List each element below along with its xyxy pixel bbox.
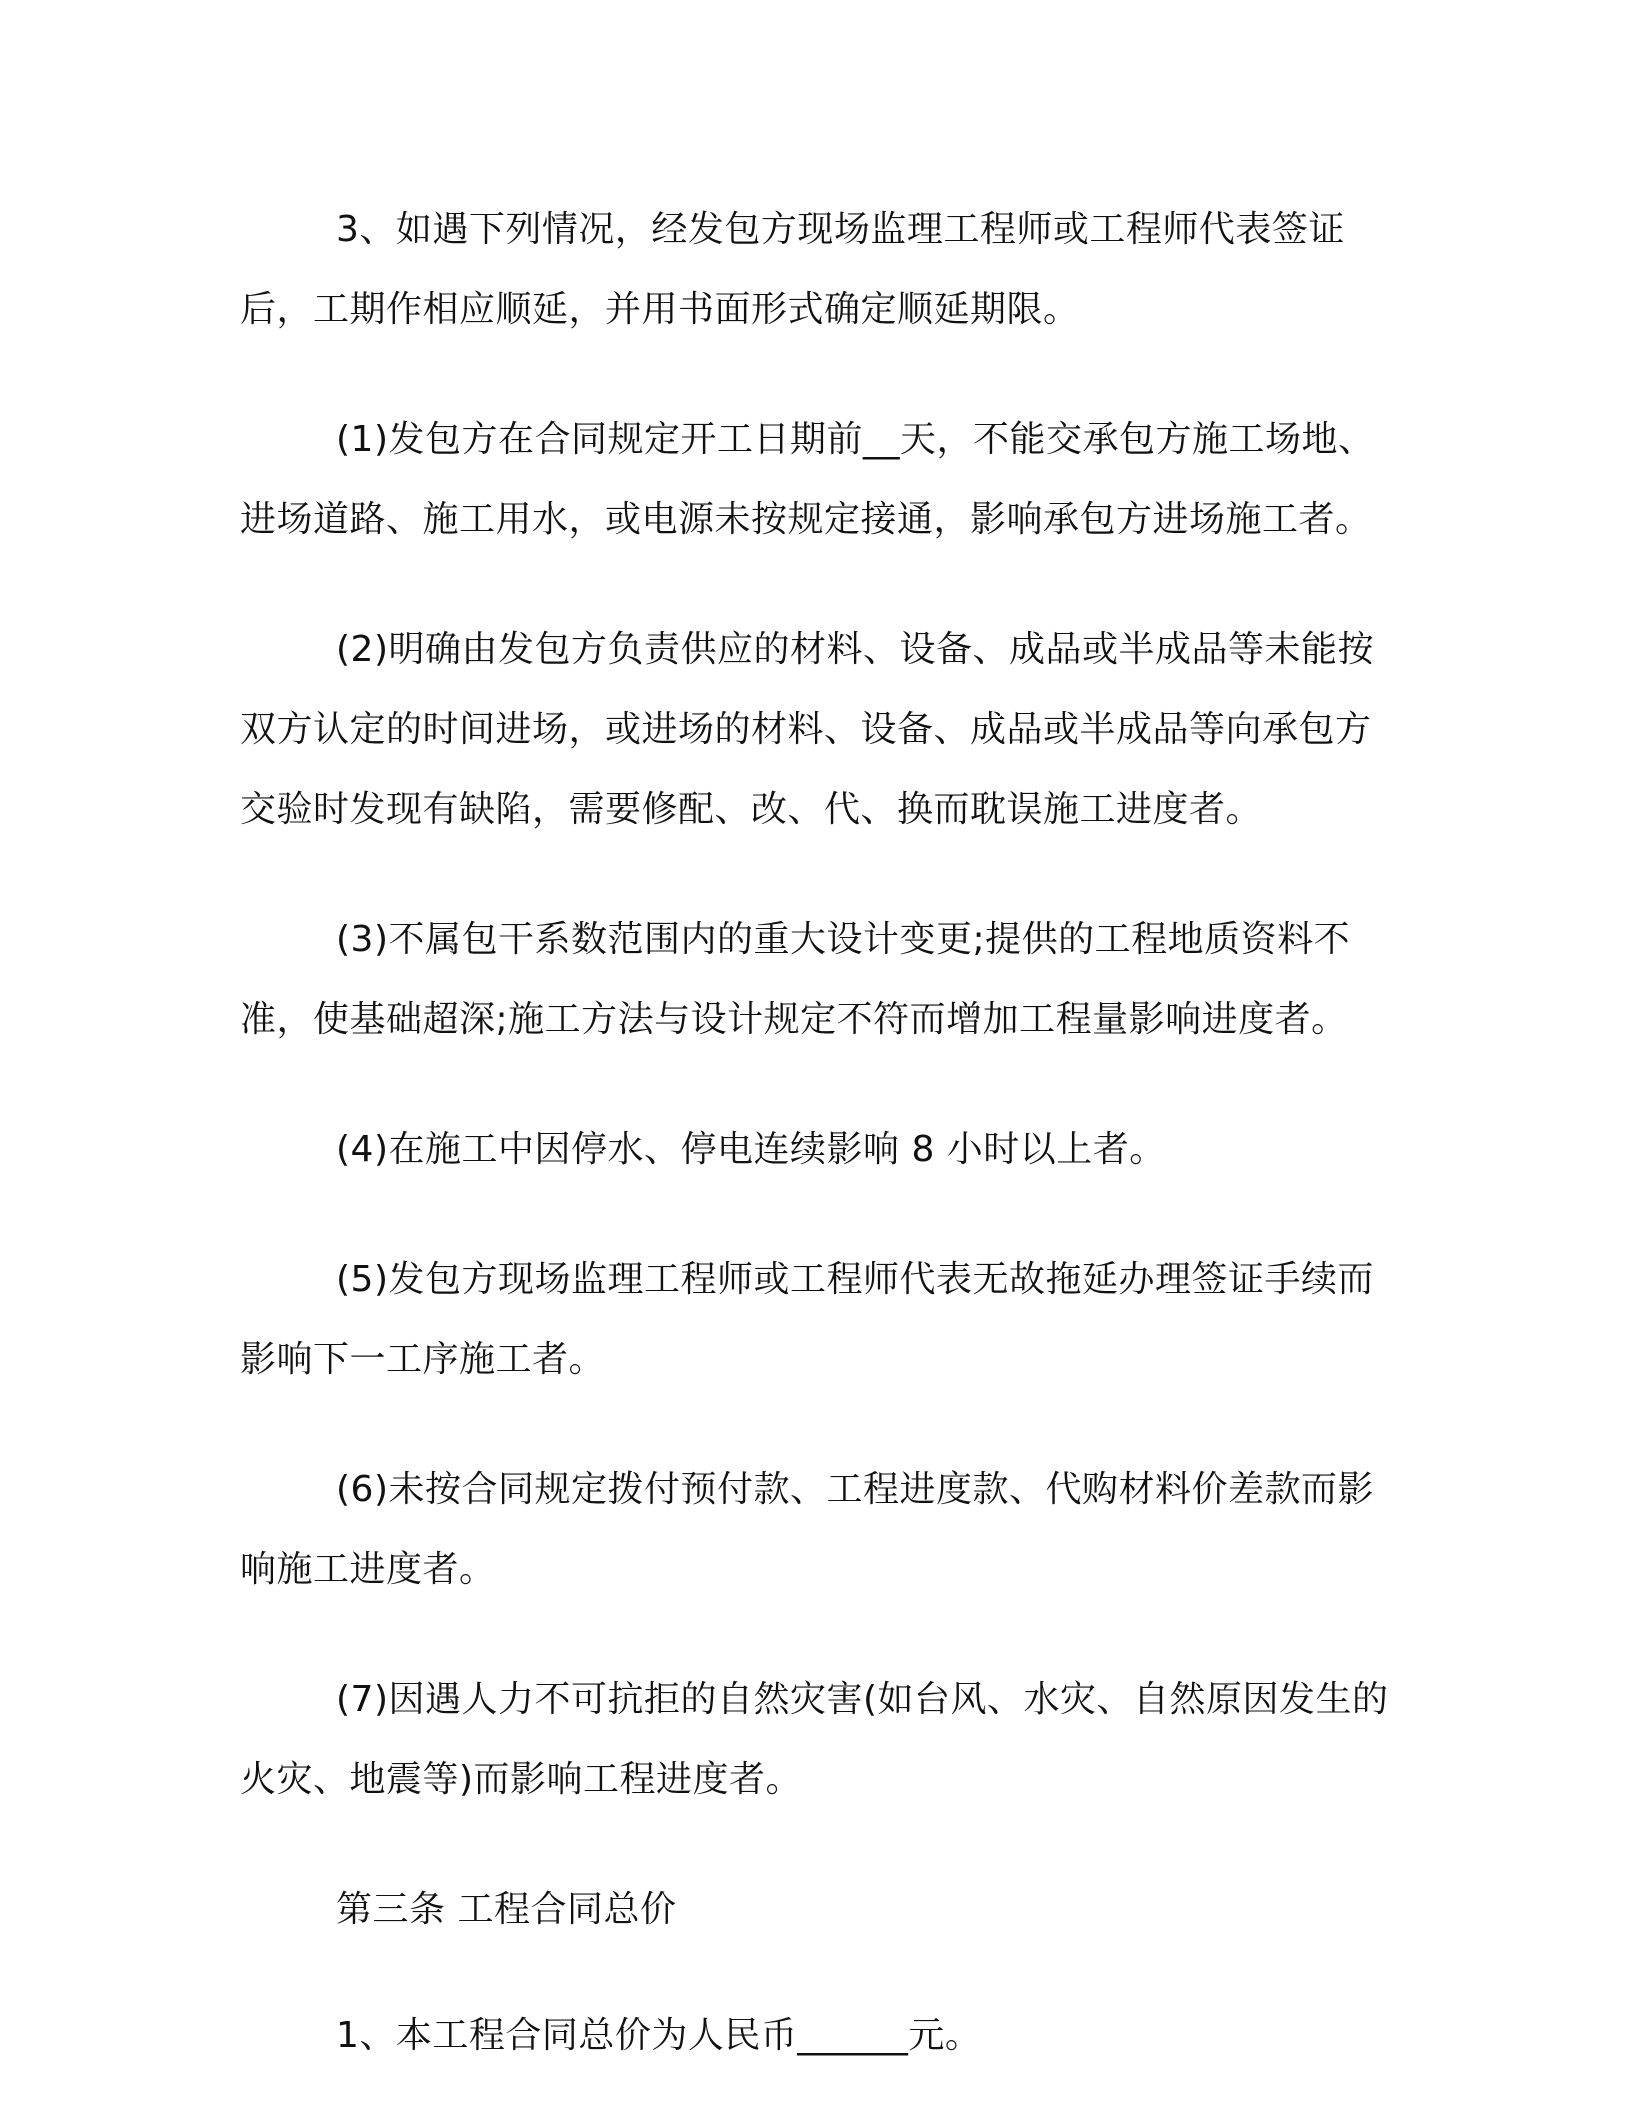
document-body (240, 190, 1390, 2126)
paragraph-item-2: (2)明确由发包方负责供应的材料、设备、成品或半成品等未能按双方认定的时间进场，或进场的材料、设备、成品或半成品等向承包方交验时发现有缺陷，需要修配、改、代、换而耽误施工进度者。 (240, 629, 1374, 830)
paragraph-item-6: (6)未按合同规定拨付预付款、工程进度款、代购材料价差款而影响施工进度者。 (240, 1469, 1374, 1590)
paragraph-clause-3: 3、如遇下列情况，经发包方现场监理工程师或工程师代表签证后，工期作相应顺延，并用书面形式确定顺延期限。 (240, 209, 1345, 330)
paragraph-item-7: (7)因遇人力不可抗拒的自然灾害(如台风、水灾、自然原因发生的火灾、地震等)而影响工程进度者。 (240, 1679, 1389, 1800)
paragraph-total-price: 1、本工程合同总价为人民币______元。 (336, 2015, 982, 2056)
section-heading-article-3: 第三条 工程合同总价 (336, 1889, 677, 1930)
paragraph-item-3: (3)不属包干系数范围内的重大设计变更;提供的工程地质资料不准，使基础超深;施工方法与设计规定不符而增加工程量影响进度者。 (240, 919, 1351, 1040)
paragraph-item-4: (4)在施工中因停水、停电连续影响 8 小时以上者。 (336, 1129, 1166, 1170)
paragraph-item-5: (5)发包方现场监理工程师或工程师代表无故拖延办理签证手续而影响下一工序施工者。 (240, 1259, 1374, 1380)
paragraph-item-1: (1)发包方在合同规定开工日期前__天，不能交承包方施工场地、进场道路、施工用水，或电源未按规定接通，影响承包方进场施工者。 (240, 419, 1375, 540)
